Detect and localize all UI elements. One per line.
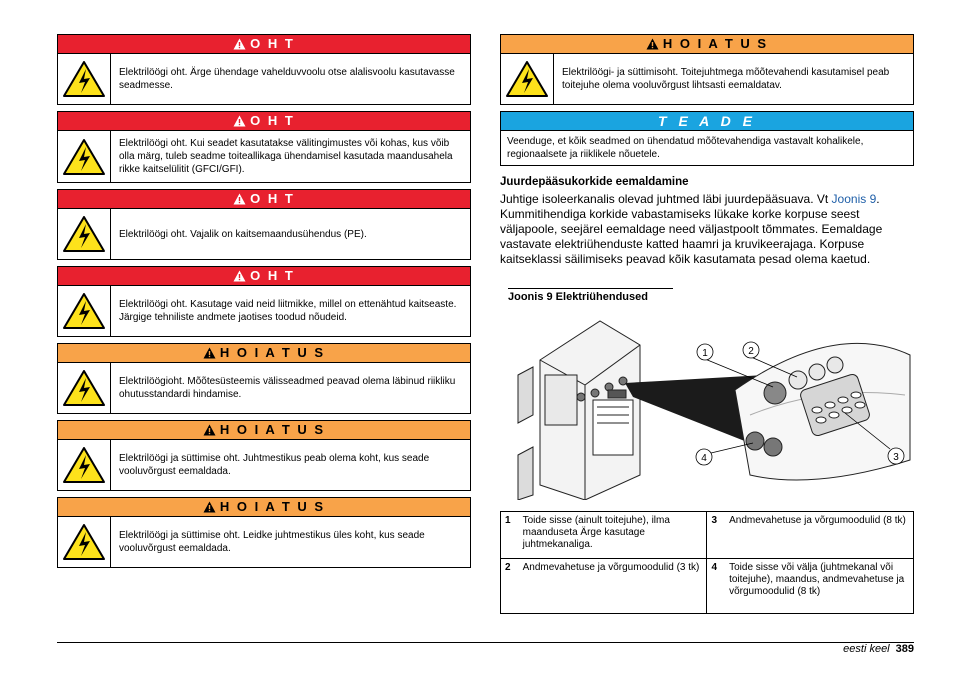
electrical-hazard-icon (62, 215, 106, 253)
note-notice (500, 111, 914, 166)
notice-header (58, 498, 470, 517)
warning-triangle-icon (233, 193, 246, 205)
warning-triangle-icon (203, 424, 216, 436)
electrical-hazard-icon (62, 523, 106, 561)
notice-header (501, 35, 913, 54)
note-header: T E A D E (501, 112, 913, 131)
notice-text: Elektrilöögi oht. Ärge ühendage vahelduvvoolu otse alalisvoolu kasutavasse seadmesse. (119, 67, 455, 91)
figure-link[interactable]: Joonis 9 (831, 192, 877, 206)
notice-label: O H T (250, 191, 295, 206)
note-text: Veenduge, et kõik seadmed on ühendatud mõõtevahendiga vastavalt kohalikele, regionaalsete ja riiklikele nõuetele. (507, 136, 864, 160)
notice-header (58, 112, 470, 131)
footer-language: eesti keel (843, 643, 890, 655)
danger-notice-2 (57, 111, 471, 183)
magnified-detail (735, 343, 910, 480)
notice-label: H O I A T U S (662, 36, 769, 51)
danger-notice-3 (57, 189, 471, 260)
notice-label: H O I A T U S (219, 345, 326, 360)
notice-label: O H T (250, 113, 295, 128)
enclosure-drawing (518, 321, 640, 500)
warning-triangle-icon (203, 347, 216, 359)
page-number: 389 (895, 643, 914, 655)
notice-text: Elektrilöögi- ja süttimisoht. Toitejuhtmega mõõtevahendi kasutamisel peab toitejuhe olema vooluvõrgust lihtsasti eemaldatav. (562, 67, 890, 91)
notice-text: Elektrilöögi ja süttimise oht. Leidke juhtmestikus üles koht, kus seade vooluvõrgust eemaldada. (119, 530, 425, 554)
notice-header (58, 344, 470, 363)
notice-text: Elektrilöögioht. Mõõtesüsteemis välisseadmed peavad olema läbinud riikliku ohutusstandardi hindamise. (119, 376, 456, 400)
left-column (57, 34, 471, 574)
svg-text:3: 3 (893, 452, 899, 463)
svg-text:4: 4 (701, 453, 707, 464)
notice-label: O H T (250, 268, 295, 283)
notice-text: Elektrilöögi oht. Kasutage vaid neid liitmikke, millel on ettenähtud kaitseaste. Järgige tehniliste andmete jaotises toodud nõudeid. (119, 299, 457, 323)
electrical-hazard-icon (62, 138, 106, 176)
section-paragraph: Juhtige isoleerkanalis olevad juhtmed läbi juurdepääsuava. Vt Joonis 9. Kummitihendiga korkide vabastamiseks lükake korke korpuse seest väljapoole, seejärel eemaldage need väljastpoolt tõmmates. Eemaldage vastavate elektriühenduste katted haamri ja kruvikeerajaga. Korpuse kaitseklassi säilimiseks peavad kõik kasutamata pesad olema kaetud. (500, 192, 883, 266)
section-heading: Juurdepääsukorkide eemaldamine (500, 176, 689, 188)
warning-notice-3 (57, 497, 471, 568)
warning-notice-1 (57, 343, 471, 414)
warning-triangle-icon (233, 38, 246, 50)
footer-divider (57, 642, 914, 643)
legend-row: 1 Toide sisse (ainult toitejuhe), ilma maanduseta Ärge kasutage juhtmekanaliga. 3 Andmevahetuse ja võrgumoodulid (8 tk) (501, 512, 914, 559)
notice-text: Elektrilöögi ja süttimise oht. Juhtmestikus peab olema koht, kus seade vooluvõrgust eemaldada. (119, 453, 430, 477)
notice-header (58, 190, 470, 209)
danger-notice-1 (57, 34, 471, 105)
warning-notice-2 (57, 420, 471, 491)
right-column (500, 34, 914, 267)
electrical-hazard-icon (62, 369, 106, 407)
figure-legend-table (500, 511, 914, 614)
svg-text:2: 2 (748, 346, 754, 357)
notice-header (58, 421, 470, 440)
warning-triangle-icon (203, 501, 216, 513)
svg-text:1: 1 (702, 348, 708, 359)
electrical-hazard-icon (62, 446, 106, 484)
electrical-connections-figure (505, 315, 915, 500)
notice-text: Elektrilöögi oht. Vajalik on kaitsemaandusühendus (PE). (119, 228, 367, 240)
electrical-hazard-icon (62, 292, 106, 330)
notice-label: H O I A T U S (219, 499, 326, 514)
warning-notice-right (500, 34, 914, 105)
warning-triangle-icon (233, 270, 246, 282)
page-footer (843, 643, 914, 655)
electrical-hazard-icon (505, 60, 549, 98)
figure-title: Joonis 9 Elektriühendused (508, 288, 673, 303)
legend-row: 2 Andmevahetuse ja võrgumoodulid (3 tk) 4 Toide sisse või välja (juhtmekanal või toitejuhe), maandus, andmevahetuse ja võrgumoodulid (8 tk) (501, 559, 914, 614)
notice-header (58, 267, 470, 286)
warning-triangle-icon (646, 38, 659, 50)
notice-label: O H T (250, 36, 295, 51)
danger-notice-4 (57, 266, 471, 337)
notice-label: H O I A T U S (219, 422, 326, 437)
notice-header (58, 35, 470, 54)
electrical-hazard-icon (62, 60, 106, 98)
warning-triangle-icon (233, 115, 246, 127)
notice-text: Elektrilöögi oht. Kui seadet kasutatakse välitingimustes või kohas, kus võib olla märg, tuleb seadme toiteallikaga ühendamisel kasutada maandusahela rikke kaitselülitit (GFCI/GFI). (119, 138, 453, 175)
